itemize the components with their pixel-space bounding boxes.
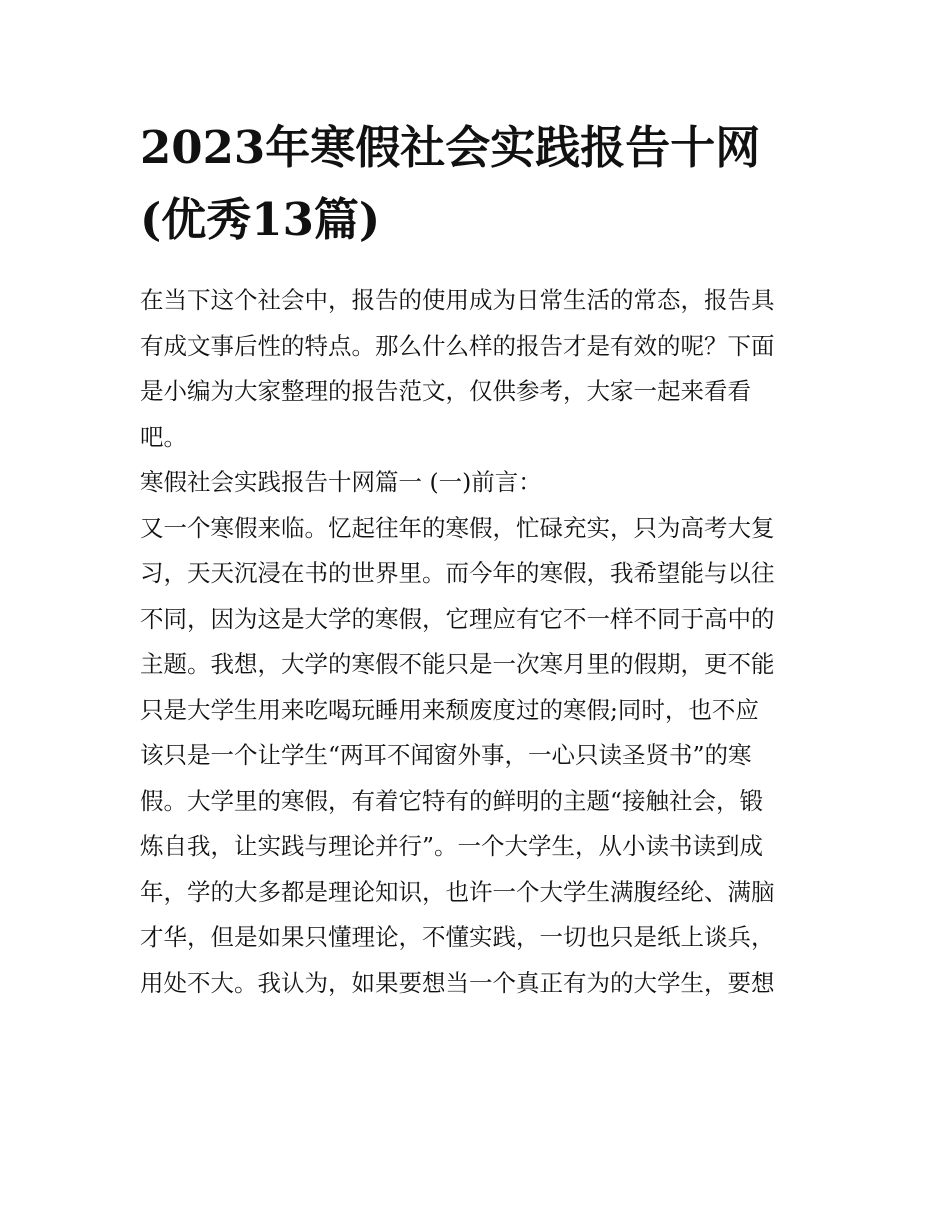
section-line: 才华，但是如果只懂理论，不懂实践，一切也只是纸上谈兵，	[140, 923, 775, 951]
intro-line: 有成文事后性的特点。那么什么样的报告才是有效的呢？下面	[140, 331, 775, 360]
section-heading: 寒假社会实践报告十网篇一 (一)前言：	[140, 468, 542, 496]
section-line: 不同，因为这是大学的寒假，它理应有它不一样不同于高中的	[140, 604, 775, 633]
section-line: 又一个寒假来临。忆起往年的寒假，忙碌充实，只为高考大复	[140, 513, 775, 542]
section-line: 该只是一个让学生“两耳不闻窗外事，一心只读圣贤书”的寒	[140, 741, 752, 769]
section-line: 习，天天沉浸在书的世界里。而今年的寒假，我希望能与以往	[140, 559, 775, 587]
section-line: 只是大学生用来吃喝玩睡用来颓废度过的寒假;同时，也不应	[140, 695, 759, 724]
section-line: 炼自我，让实践与理论并行”。一个大学生，从小读书读到成	[140, 832, 764, 860]
document-body	[140, 278, 820, 1006]
intro-line: 吧。	[140, 422, 187, 451]
section-line: 主题。我想，大学的寒假不能只是一次寒月里的假期，更不能	[140, 650, 775, 678]
intro-line: 是小编为大家整理的报告范文，仅供参考，大家一起来看看	[140, 377, 751, 405]
section-line: 用处不大。我认为，如果要想当一个真正有为的大学生，要想	[140, 968, 775, 997]
title-line: (优秀13篇)	[140, 193, 381, 246]
title-line: 2023年寒假社会实践报告十网	[140, 121, 761, 174]
section-line: 年，学的大多都是理论知识，也许一个大学生满腹经纶、满脑	[140, 877, 775, 906]
intro-line: 在当下这个社会中，报告的使用成为日常生活的常态，报告具	[140, 286, 775, 314]
section-line: 假。大学里的寒假，有着它特有的鲜明的主题“接触社会，锻	[140, 786, 764, 815]
document-title	[140, 112, 820, 256]
